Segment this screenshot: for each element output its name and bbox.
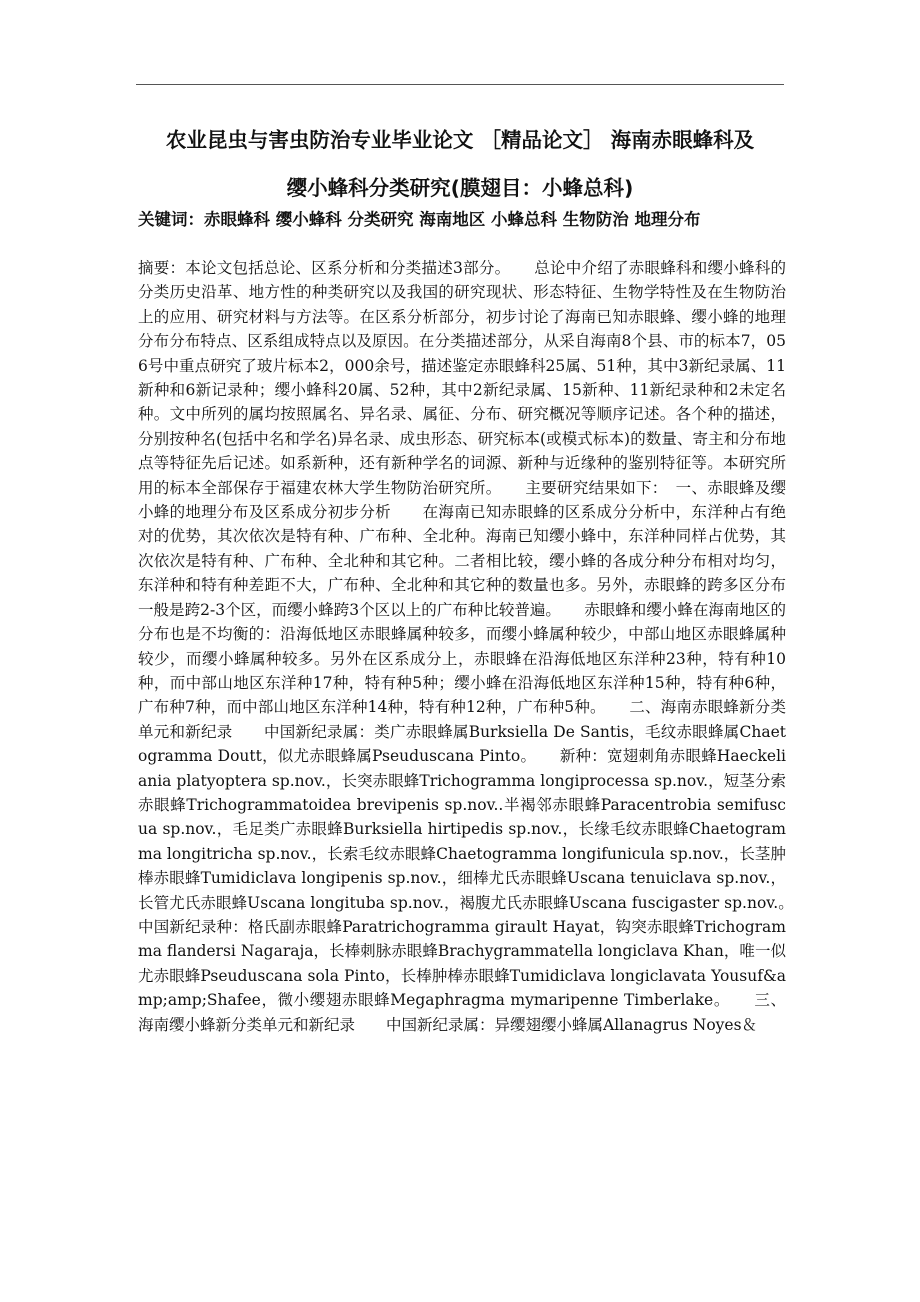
keywords-line: 关键词：赤眼蜂科 缨小蜂科 分类研究 海南地区 小蜂总科 生物防治 地理分布 — [138, 210, 701, 229]
title-line-2: 缨小蜂科分类研究(膜翅目：小蜂总科) — [286, 176, 634, 200]
abstract-text: 摘要：本论文包括总论、区系分析和分类描述3部分。 总论中介绍了赤眼蜂科和缨小蜂科的分类历史沿革、地方性的种类研究以及我国的研究现状、形态特征、生物学特性及在生物防治上的应用、研究材料与方法等。在区系分析部分，初步讨论了海南已知赤眼蜂、缨小蜂的地理分布分布特点、区系组成特点以及原因。在分类描述部分，从采自海南8个县、市的标本7，056号中重点研究了玻片标本2，000余号，描述鉴定赤眼蜂科25属、51种，其中3新纪录属、11新种和6新记录种；缨小蜂科20属、52种，其中2新纪录属、15新种、11新纪录种和2未定名种。文中所列的属均按照属名、异名录、属征、分布、研究概况等顺序记述。各个种的描述，分别按种名(包括中名和学名)异名录、成虫形态、研究标本(或模式标本)的数量、寄主和分布地点等特征先后记述。如系新种，还有新种学名的词源、新种与近缘种的鉴别特征等。本研究所用的标本全部保存于福建农林大学生物防治研究所。 主要研究结果如下： 一、赤眼蜂及缨小蜂的地理分布及区系成分初步分析 在海南已知赤眼蜂的区系成分分析中，东洋种占有绝对的优势，其次依次是特有种、广布种、全北种。海南已知缨小蜂中，东洋种同样占优势，其次依次是特有种、广布种、全北种和其它种。二者相比较，缨小蜂的各成分种分布相对均匀，东洋种和特有种差距不大，广布种、全北种和其它种的数量也多。另外，赤眼蜂的跨多区分布一般是跨2-3个区，而缨小蜂跨3个区以上的广布种比较普遍。 赤眼蜂和缨小蜂在海南地区的分布也是不均衡的：沿海低地区赤眼蜂属种较多，而缨小蜂属种较少，中部山地区赤眼蜂属种较少，而缨小蜂属种较多。另外在区系成分上，赤眼蜂在沿海低地区东洋种23种，特有种10种，而中部山地区东洋种17种，特有种5种；缨小蜂在沿海低地区东洋种15种，特有种6种，广布种7种，而中部山地区东洋种14种，特有种12种，广布种5种。 二、海南赤眼蜂新分类单元和新纪录 中国新纪录属：类广赤眼蜂属Burksiella De Santis，毛纹赤眼蜂属Chaetogramma Doutt，似尤赤眼蜂属Pseuduscana Pinto。 新种：宽翅刺角赤眼蜂Haeckeliania platyoptera sp.nov.，长突赤眼蜂Trichogramma longiprocessa sp.nov.，短茎分索赤眼蜂Trichogrammatoidea brevipenis sp.nov..半褐邻赤眼蜂Paracentrobia semifuscua sp.nov.，毛足类广赤眼蜂Burksiella hirtipedis sp.nov.，长缘毛纹赤眼蜂Chaetogramma longitricha sp.nov.，长索毛纹赤眼蜂Chaetogramma longifunicula sp.nov.，长茎肿棒赤眼蜂Tumidiclava longipenis sp.nov.，细棒尤氏赤眼蜂Uscana tenuiclava sp.nov.，长管尤氏赤眼蜂Uscana longituba sp.nov.，褐腹尤氏赤眼蜂Uscana fuscigaster sp.nov.。 中国新纪录种：格氏副赤眼蜂Paratrichogramma girault Hayat，钩突赤眼蜂Trichogramma flandersi Nagaraja，长棒刺脉赤眼蜂Brachygrammatella longiclava Khan，唯一似尤赤眼蜂Pseuduscana sola Pinto，长棒肿棒赤眼蜂Tumidiclava longiclavata Yousuf&amp;amp;Shafee，微小缨翅赤眼蜂Megaphragma mymaripenne Timberlake。 三、海南缨小蜂新分类单元和新纪录 中国新纪录属：异缨翅缨小蜂属Allanagrus Noyes＆ — [138, 259, 818, 1034]
header-rule — [136, 84, 784, 85]
document-title — [120, 116, 800, 212]
abstract-body — [138, 256, 818, 1037]
title-line-1: 农业昆虫与害虫防治专业毕业论文 ［精品论文］ 海南赤眼蜂科及 — [165, 128, 755, 152]
